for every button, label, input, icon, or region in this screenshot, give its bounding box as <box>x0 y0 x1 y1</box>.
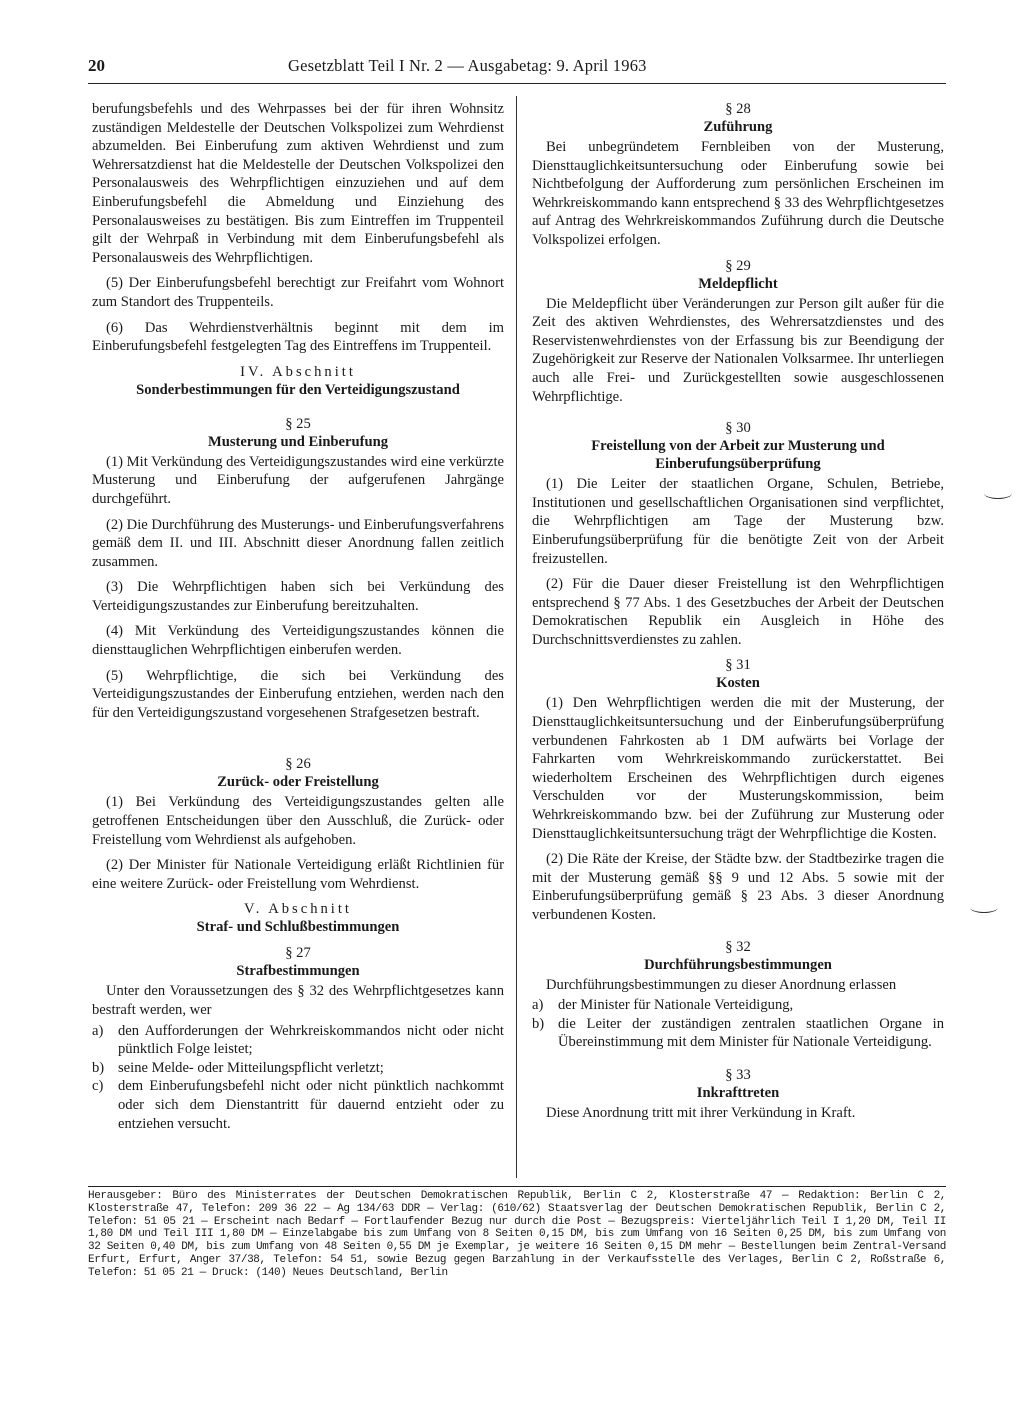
publisher-imprint: Herausgeber: Büro des Ministerrates der Deutschen Demokratischen Republik, Berlin C 2, Klosterstraße 47 — Redaktion: Berlin C 2, Klosterstraße 47, Telefon: 209 36 22 — Ag 134/63 DDR — Verlag: (610/62) Staatsverlag der Deutschen Demokratischen Republik, Berlin C 2, Telefon: 51 05 21 — Erscheint nach Bedarf — Fortlaufender Bezug nur durch die Post — Bezugspreis: Vierteljährlich Teil I 1,20 DM, Teil II 1,80 DM und Teil III 1,80 DM — Einzelabgabe bis zum Umfang von 8 Seiten 0,15 DM, bis zum Umfang von 16 Seiten 0,25 DM, bis zum Umfang von 32 Seiten 0,40 DM, bis zum Umfang von 48 Seiten 0,55 DM je Exemplar, je weitere 16 Seiten 0,15 DM mehr — Bestellungen beim Zentral-Versand Erfurt, Erfurt, Anger 37/38, Telefon: 54 51, sowie Bezug gegen Barzahlung in der Verkaufsstelle des Verlages, Berlin C 2, Roßstraße 6, Telefon: 51 05 21 — Druck: (140) Neues Deutschland, Berlin <box>88 1190 946 1279</box>
list-marker: c) <box>92 1078 104 1095</box>
section-26-paragraph-1: (1) Bei Verkündung des Verteidigungszustandes gelten alle getroffenen Entscheidungen über den Ausschluß, die Zurück- oder Freistellung vom Wehrdienst als aufgehoben. <box>92 794 504 848</box>
section-29-title: Meldepflicht <box>698 275 778 292</box>
abschnitt-iv-heading: IV. Abschnitt <box>240 363 356 380</box>
section-31-number: § 31 <box>725 657 751 674</box>
section-25-paragraph-2: (2) Die Durchführung des Musterungs- und Einberufungsverfahrens gemäß dem II. und III. Abschnitt dieser Anordnung fallen zeitlich zusammen. <box>92 516 504 570</box>
page-header <box>88 56 946 82</box>
continued-paragraph: berufungsbefehls und des Wehrpasses bei der für ihren Wohnsitz zuständigen Meldestelle der Deutschen Volkspolizei zum Wehrdienst abzumelden. Bei Einberufung zum aktiven Wehrdienst und zum Wehrersatzdienst hat die Meldestelle der Deutschen Volkspolizei den Personalausweis des Wehrpflichtigen einzuziehen und auf dem Einberufungsbefehl die Abmeldung und Einziehung des Personalausweises zu bestätigen. Bis zum Eintreffen im Truppenteil gilt der Wehrpaß in Verbindung mit dem Einberufungsbefehl als Personalausweis des Wehrpflichtigen. <box>92 101 504 266</box>
section-29-paragraph: Die Meldepflicht über Veränderungen zur Person gilt außer für die Zeit des aktiven Wehrdienstes, des Wehrersatzdienstes und des Reservistenwehrdienstes von der Erfassung bis zur Beendigung der Zugehörigkeit zur Reserve der Nationalen Volksarmee. Ihr unterliegen auch alle Frei- und Zurückgestellten sowie ausgeschlossenen Wehrpflichtige. <box>532 295 944 405</box>
abschnitt-v-heading: V. Abschnitt <box>244 901 352 918</box>
section-31-paragraph-2: (2) Die Räte der Kreise, der Städte bzw. der Stadtbezirke tragen die mit der Musterung gemäß §§ 9 und 12 Abs. 5 sowie mit der Einberufungsüberprüfung gemäß § 23 Abs. 3 dieser Anordnung verbundenen Kosten. <box>532 851 944 923</box>
section-31-title: Kosten <box>716 675 760 692</box>
section-26-paragraph-2: (2) Der Minister für Nationale Verteidigung erläßt Richtlinien für eine weitere Zurück- oder Freistellung vom Wehrdienst. <box>92 857 504 892</box>
list-text: dem Einberufungsbefehl nicht oder nicht pünktlich nachkommt oder sich dem Dienstantritt für dauernd entzieht oder zu entziehen versucht. <box>118 1078 504 1132</box>
section-25-title: Musterung und Einberufung <box>207 433 389 450</box>
section-25-paragraph-3: (3) Die Wehrpflichtigen haben sich bei Verkündung des Verteidigungszustandes zur Einberufung bereitzuhalten. <box>92 579 504 614</box>
section-25-number: § 25 <box>285 415 311 432</box>
section-26-title: Zurück- oder Freistellung <box>217 774 379 791</box>
section-30-title: Freistellung von der Arbeit zur Musterung und Einberufungsüberprüfung <box>591 438 885 473</box>
margin-mark-1 <box>984 488 1012 499</box>
list-item <box>532 996 944 1015</box>
footer-rule <box>88 1186 946 1187</box>
list-marker: a) <box>92 1022 104 1039</box>
list-text: die Leiter der zuständigen zentralen staatlichen Organe in Übereinstimmung mit dem Minister für Nationale Verteidigung. <box>558 1015 944 1051</box>
abschnitt-v-title: Straf- und Schlußbestimmungen <box>196 919 400 936</box>
list-marker: b) <box>532 1015 545 1032</box>
right-column <box>532 100 944 1130</box>
column-divider <box>516 96 517 1178</box>
section-28-paragraph: Bei unbegründetem Fernbleiben von der Musterung, Diensttauglichkeitsuntersuchung oder Einberufung sowie bei Nichtbefolgung der Aufforderung zum persönlichen Erscheinen im Wehrkreiskommando kann entsprechend § 33 des Wehrpflichtgesetzes auf Antrag des Wehrkreiskommandos Zuführung durch die Deutsche Volkspolizei erfolgen. <box>532 139 944 248</box>
section-32-title: Durchführungsbestimmungen <box>644 956 832 973</box>
section-33-number: § 33 <box>725 1066 751 1083</box>
section-25-paragraph-1: (1) Mit Verkündung des Verteidigungszustandes wird eine verkürzte Musterung und Einberufung der aufgerufenen Jahrgänge durchgeführt. <box>92 453 504 507</box>
section-26-number: § 26 <box>285 756 311 773</box>
list-text: seine Melde- oder Mitteilungspflicht verletzt; <box>118 1059 384 1076</box>
section-30-paragraph-1: (1) Die Leiter der staatlichen Organe, Schulen, Betriebe, Institutionen und gesellschaftlichen Organisationen sind verpflichtet, die Wehrpflichtigen am Tage der Musterung bzw. Einberufungsüberprüfung für die benötigte Zeit von der Arbeit freizustellen. <box>532 476 944 567</box>
section-29-number: § 29 <box>725 257 751 274</box>
section-28-title: Zuführung <box>703 119 773 135</box>
list-marker: b) <box>92 1059 105 1076</box>
section-27-title: Strafbestimmungen <box>236 963 360 980</box>
list-marker: a) <box>532 997 544 1014</box>
section-33-title: Inkrafttreten <box>696 1084 780 1101</box>
list-item <box>92 1059 504 1078</box>
section-33-paragraph: Diese Anordnung tritt mit ihrer Verkündung in Kraft. <box>546 1104 856 1121</box>
margin-mark-2 <box>970 902 998 913</box>
section-32-intro: Durchführungsbestimmungen zu dieser Anordnung erlassen <box>546 976 897 993</box>
section-30-paragraph-2: (2) Für die Dauer dieser Freistellung ist den Wehrpflichtigen entsprechend § 77 Abs. 1 des Gesetzbuches der Arbeit der Deutschen Demokratischen Republik ein Ausgleich in Höhe des Durchschnittsverdienstes zu zahlen. <box>532 576 944 648</box>
paragraph-6: (6) Das Wehrdienstverhältnis beginnt mit dem im Einberufungsbefehl festgelegten Tag des Eintreffens im Truppenteil. <box>92 319 504 355</box>
section-27-number: § 27 <box>285 945 311 962</box>
running-head: Gesetzblatt Teil I Nr. 2 — Ausgabetag: 9. April 1963 <box>288 56 647 75</box>
section-25-paragraph-4: (4) Mit Verkündung des Verteidigungszustandes können die diensttauglichen Wehrpflichtigen einberufen werden. <box>92 623 504 659</box>
left-column <box>92 100 504 1133</box>
header-rule <box>88 83 946 84</box>
list-text: den Aufforderungen der Wehrkreiskommandos nicht oder nicht pünktlich Folge leistet; <box>118 1022 504 1058</box>
abschnitt-iv-title: Sonderbestimmungen für den Verteidigungszustand <box>136 381 460 398</box>
paragraph-5: (5) Der Einberufungsbefehl berechtigt zur Freifahrt vom Wohnort zum Standort des Truppenteils. <box>92 275 504 310</box>
section-27-intro: Unter den Voraussetzungen des § 32 des Wehrpflichtgesetzes kann bestraft werden, wer <box>92 983 504 1018</box>
list-text: der Minister für Nationale Verteidigung, <box>558 997 794 1014</box>
section-28-number: § 28 <box>725 101 751 117</box>
section-31-paragraph-1: (1) Den Wehrpflichtigen werden die mit der Musterung, der Diensttauglichkeitsuntersuchung und der Einberufungsüberprüfung verbundenen Fahrkosten ab 1 DM aufwärts bei Vorlage der Fahrkarten vom Wehrkreiskommando zurückerstattet. Bei wiederholtem Erscheinen des Wehrpflichtigen durch eigenes Verschulden vor der Musterungskommission, beim Wehrkreiskommando bzw. bei der Zuführung zur Musterung oder Diensttauglichkeitsuntersuchung trägt der Wehrpflichtige die Kosten. <box>532 695 944 842</box>
section-32-number: § 32 <box>725 938 751 955</box>
section-25-paragraph-5: (5) Wehrpflichtige, die sich bei Verkündung des Verteidigungszustandes der Einberufung entziehen, werden nach den für den Verteidigungszustand vorgesehenen Strafgesetzen bestraft. <box>92 667 504 721</box>
section-30-number: § 30 <box>725 420 751 437</box>
page-number: 20 <box>88 56 105 75</box>
list-item <box>92 1022 504 1059</box>
list-item <box>532 1015 944 1052</box>
list-item <box>92 1077 504 1133</box>
